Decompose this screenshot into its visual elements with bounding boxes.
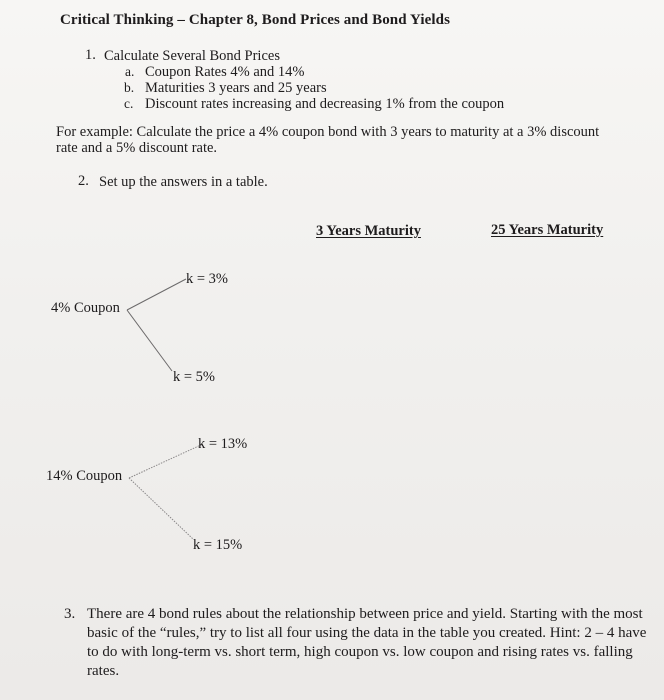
q2-text: Set up the answers in a table. xyxy=(99,174,268,190)
q2-number: 2. xyxy=(78,173,89,189)
line-14pct-to-k15 xyxy=(129,478,193,539)
q3-text: There are 4 bond rules about the relationship between price and yield. Starting with the most basic of the “rules,” try to list all four using the data in the table you created. Hint: 2 – 4 have to do with long-term vs. short term, high coupon vs. low coupon and rising rates vs. falling rates. xyxy=(87,606,647,679)
q1-item-a-letter: a. xyxy=(125,64,135,79)
line-4pct-to-k3 xyxy=(127,279,186,310)
k-5pct-label: k = 5% xyxy=(173,369,216,385)
q1-item-b-text: Maturities 3 years and 25 years xyxy=(145,80,327,96)
column-header-3-years: 3 Years Maturity xyxy=(316,223,421,239)
q1-item-a-text: Coupon Rates 4% and 14% xyxy=(145,64,305,80)
coupon-4pct-label: 4% Coupon xyxy=(51,300,120,316)
q1-item-b-letter: b. xyxy=(124,80,135,95)
line-4pct-to-k5 xyxy=(127,310,172,371)
k-13pct-label: k = 13% xyxy=(198,436,248,452)
page-title: Critical Thinking – Chapter 8, Bond Prices and Bond Yields xyxy=(60,12,451,28)
line-14pct-to-k13 xyxy=(129,444,203,478)
example-line-2: rate and a 5% discount rate. xyxy=(56,140,218,156)
q1-number: 1. xyxy=(85,47,96,63)
q1-text: Calculate Several Bond Prices xyxy=(104,48,280,64)
example-line-1: For example: Calculate the price a 4% coupon bond with 3 years to maturity at a 3% discount xyxy=(56,124,600,140)
q1-item-c-letter: c. xyxy=(124,96,134,111)
q3-number: 3. xyxy=(64,606,76,622)
k-15pct-label: k = 15% xyxy=(193,537,243,553)
column-header-25-years: 25 Years Maturity xyxy=(491,222,604,238)
k-3pct-label: k = 3% xyxy=(186,271,229,287)
coupon-14pct-label: 14% Coupon xyxy=(46,468,123,484)
q1-item-c-text: Discount rates increasing and decreasing 1% from the coupon xyxy=(145,96,505,112)
